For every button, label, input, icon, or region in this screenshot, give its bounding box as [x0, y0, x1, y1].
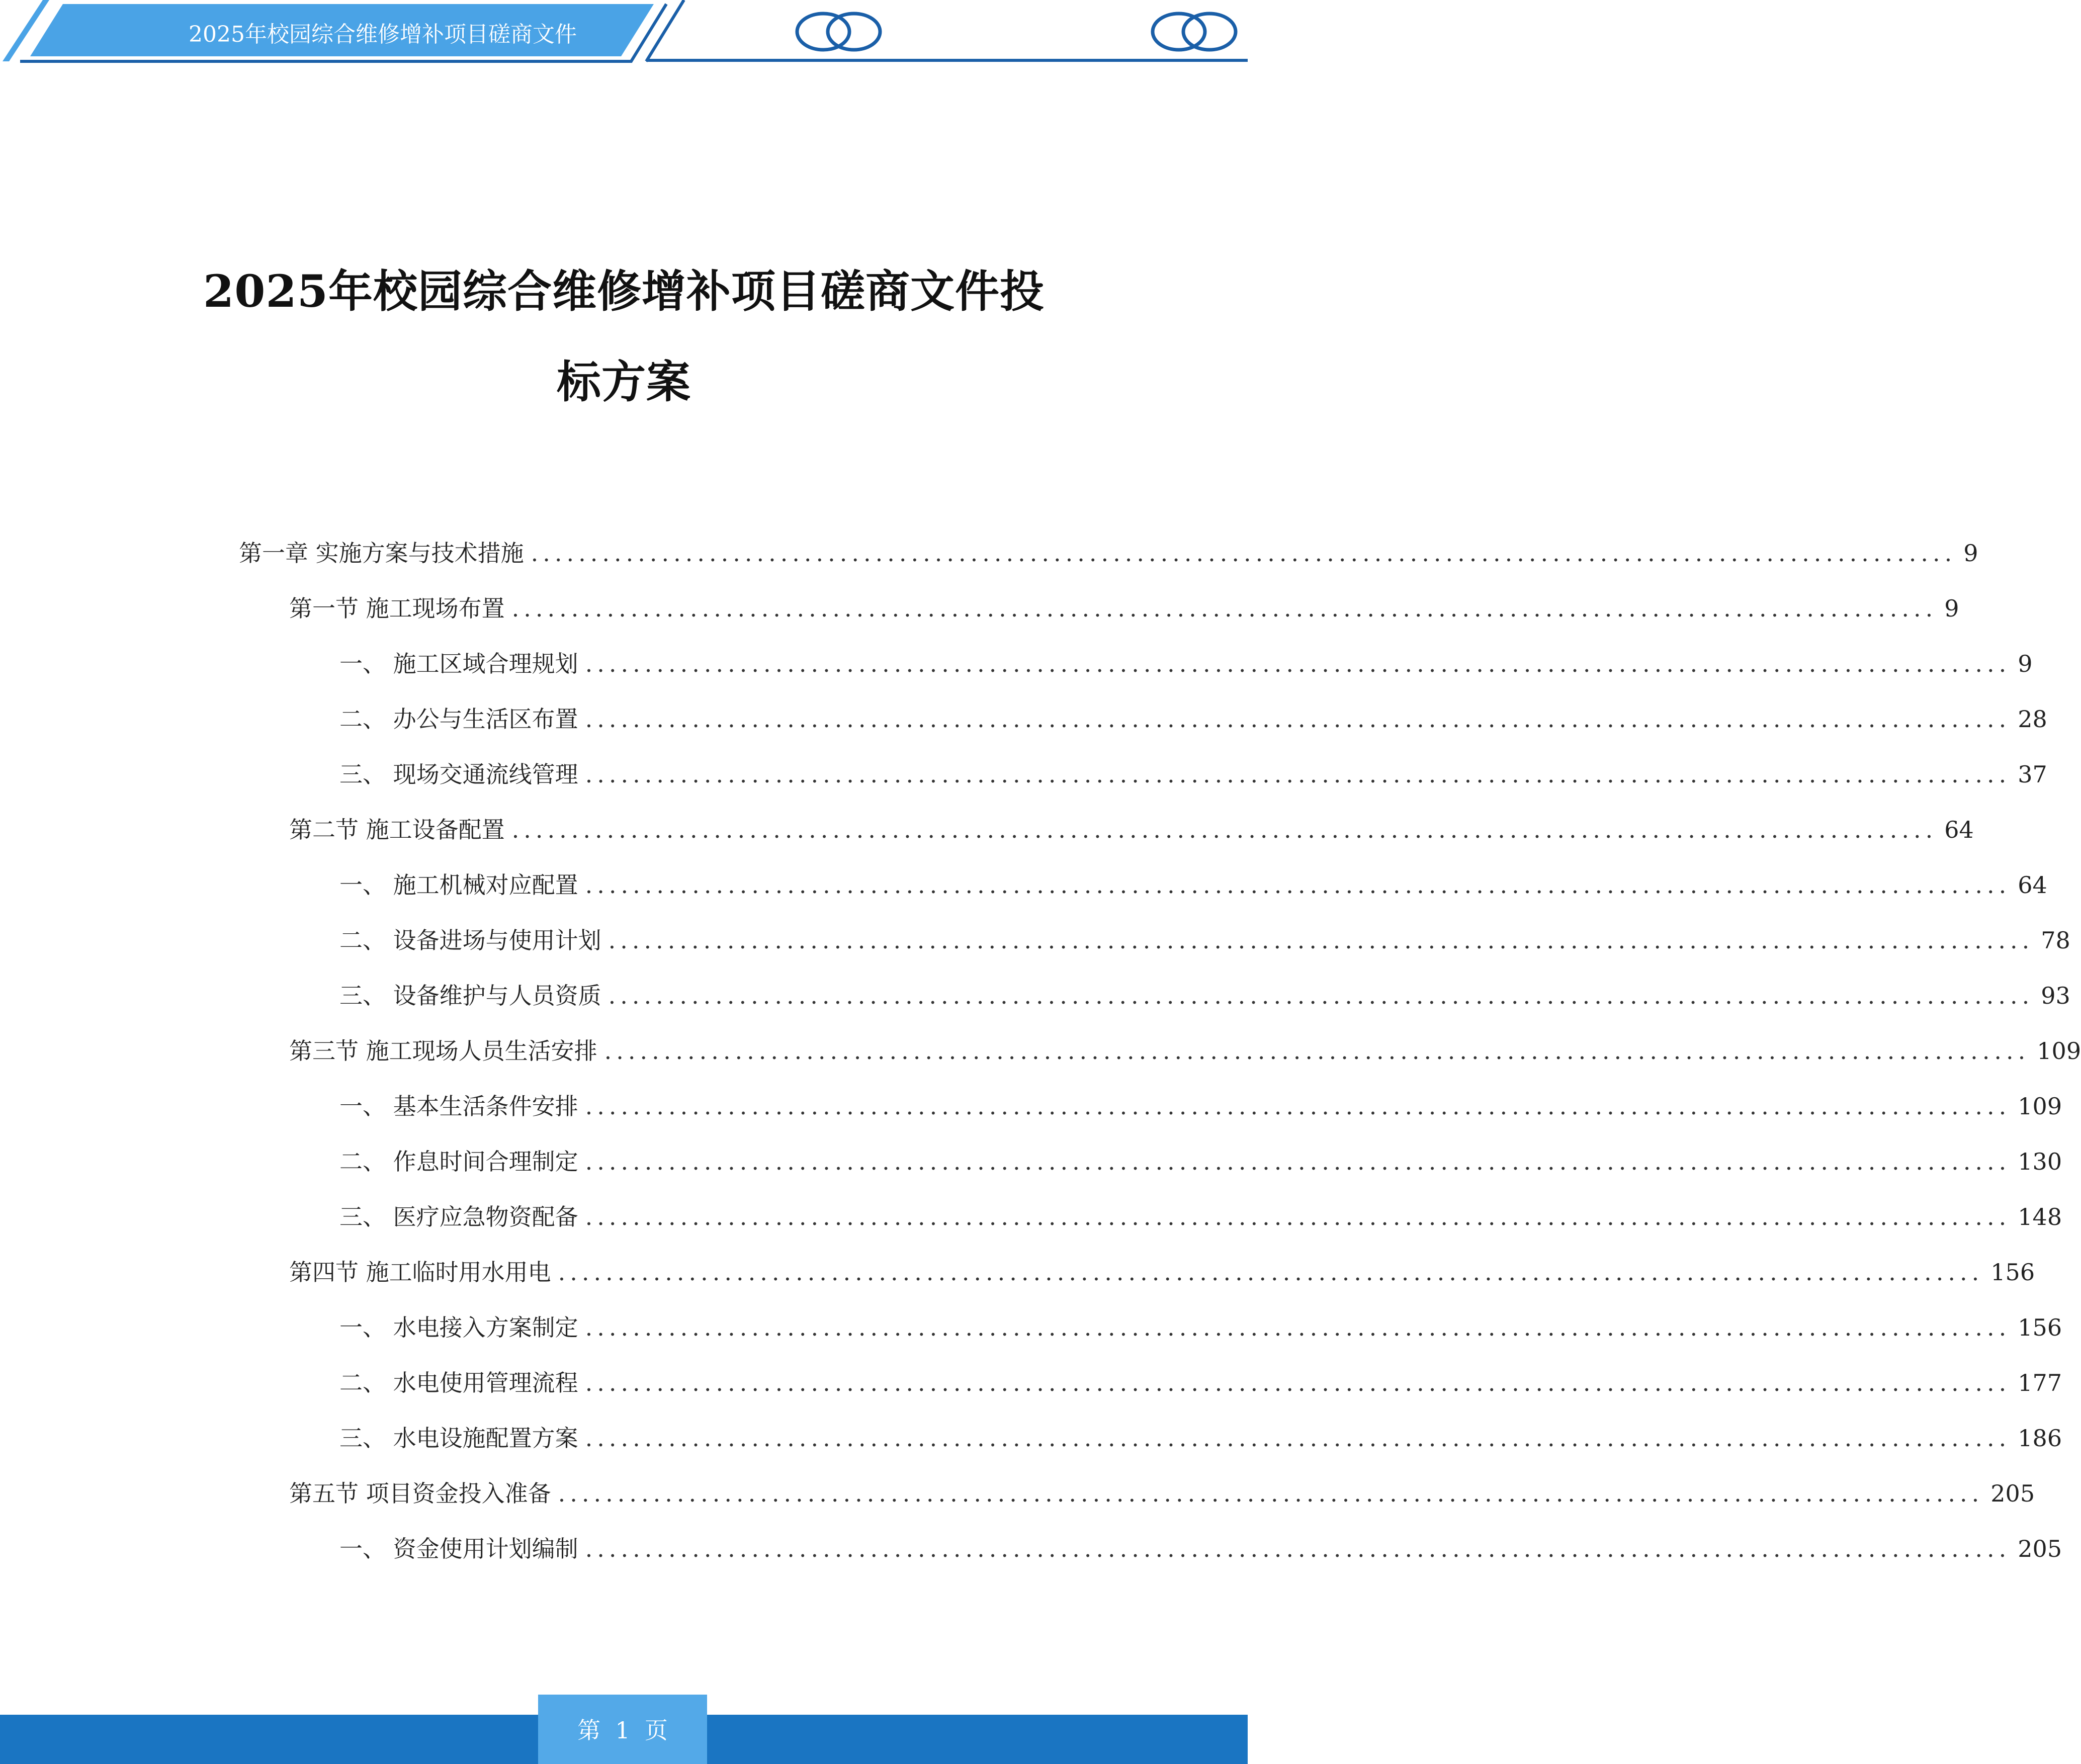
toc-entry-subsection[interactable]	[339, 920, 2070, 960]
rings-logo-icon	[792, 10, 885, 53]
toc-entry-label: 三、 医疗应急物资配备	[339, 1203, 578, 1230]
toc-entry-label: 第三节 施工现场人员生活安排	[289, 1037, 597, 1065]
toc-entry-subsection[interactable]	[339, 1141, 2062, 1182]
header-banner	[0, 0, 1248, 65]
toc-entry-label: 二、 作息时间合理制定	[339, 1148, 578, 1175]
toc-leader-dots: ........................................................................................................................	[585, 761, 2011, 788]
toc-leader-dots: ........................................................................................................................	[585, 1369, 2011, 1396]
toc-entry-page: 148	[2018, 1203, 2062, 1230]
toc-entry-label: 三、 现场交通流线管理	[339, 761, 578, 788]
toc-entry-subsection[interactable]	[339, 1086, 2062, 1126]
toc-entry-section[interactable]	[289, 810, 1974, 850]
toc-entry-section[interactable]	[289, 1031, 2081, 1071]
toc-entry-chapter[interactable]	[239, 533, 1978, 573]
toc-entry-section[interactable]	[289, 588, 1959, 629]
toc-entry-label: 第四节 施工临时用水用电	[289, 1259, 551, 1286]
toc-leader-dots: ........................................................................................................................	[585, 1093, 2011, 1120]
toc-entry-subsection[interactable]	[339, 1418, 2062, 1458]
toc-entry-page: 9	[1963, 540, 1978, 567]
toc-leader-dots: ........................................................................................................................	[585, 1425, 2011, 1452]
toc-leader-dots: ........................................................................................................................	[585, 1314, 2011, 1341]
toc-leader-dots: ........................................................................................................................	[608, 982, 2034, 1009]
toc-entry-page: 130	[2018, 1148, 2062, 1175]
toc-entry-subsection[interactable]	[339, 976, 2070, 1016]
toc-leader-dots: ........................................................................................................................	[585, 871, 2011, 899]
toc-entry-section[interactable]	[289, 1252, 2035, 1292]
toc-leader-dots: ........................................................................................................................	[558, 1480, 1984, 1507]
toc-entry-subsection[interactable]	[339, 699, 2047, 739]
toc-entry-label: 第五节 项目资金投入准备	[289, 1480, 551, 1507]
toc-entry-page: 156	[1990, 1259, 2035, 1286]
toc-entry-page: 64	[1944, 816, 1974, 843]
toc-leader-dots: ........................................................................................................................	[585, 705, 2011, 733]
toc-entry-section[interactable]	[289, 1473, 2035, 1514]
toc-entry-page: 186	[2018, 1425, 2062, 1452]
toc-entry-page: 156	[2018, 1314, 2062, 1341]
toc-entry-page: 109	[2018, 1093, 2062, 1120]
toc-entry-page: 28	[2018, 705, 2047, 733]
toc-entry-subsection[interactable]	[339, 1529, 2062, 1569]
toc-entry-label: 三、 设备维护与人员资质	[339, 982, 601, 1009]
toc-leader-dots: ........................................................................................................................	[511, 595, 1938, 622]
toc-leader-dots: ........................................................................................................................	[608, 927, 2034, 954]
toc-entry-label: 三、 水电设施配置方案	[339, 1425, 578, 1452]
toc-entry-label: 第一章 实施方案与技术措施	[239, 540, 524, 567]
toc-entry-page: 78	[2041, 927, 2070, 954]
document-title-line-2: 标方案	[556, 356, 691, 408]
toc-entry-subsection[interactable]	[339, 1363, 2062, 1403]
toc-entry-page: 205	[1990, 1480, 2035, 1507]
toc-entry-page: 177	[2018, 1369, 2062, 1396]
toc-entry-label: 一、 施工区域合理规划	[339, 650, 578, 677]
toc-entry-subsection[interactable]	[339, 754, 2047, 795]
toc-entry-page: 9	[2018, 650, 2033, 677]
rings-logo-icon-right	[1148, 10, 1241, 53]
toc-entry-label: 一、 基本生活条件安排	[339, 1093, 578, 1120]
toc-entry-label: 第一节 施工现场布置	[289, 595, 505, 622]
toc-leader-dots: ........................................................................................................................	[585, 1535, 2011, 1562]
toc-leader-dots: ........................................................................................................................	[585, 650, 2011, 677]
toc-leader-dots: ........................................................................................................................	[558, 1259, 1984, 1286]
toc-entry-subsection[interactable]	[339, 1197, 2062, 1237]
toc-entry-page: 109	[2037, 1037, 2081, 1065]
toc-entry-label: 二、 设备进场与使用计划	[339, 927, 601, 954]
document-title-line-1: 2025年校园综合维修增补项目磋商文件投	[203, 265, 1045, 317]
toc-entry-label: 第二节 施工设备配置	[289, 816, 505, 843]
toc-entry-page: 37	[2018, 761, 2047, 788]
toc-leader-dots: ........................................................................................................................	[511, 816, 1938, 843]
toc-entry-subsection[interactable]	[339, 1307, 2062, 1348]
toc-entry-label: 一、 水电接入方案制定	[339, 1314, 578, 1341]
toc-leader-dots: ........................................................................................................................	[585, 1203, 2011, 1230]
footer-page-number: 第 1 页	[577, 1717, 668, 1744]
toc-entry-label: 一、 资金使用计划编制	[339, 1535, 578, 1562]
header-title: 2025年校园综合维修增补项目磋商文件	[189, 22, 577, 47]
toc-leader-dots: ........................................................................................................................	[585, 1148, 2011, 1175]
toc-entry-page: 205	[2018, 1535, 2062, 1562]
toc-entry-label: 二、 水电使用管理流程	[339, 1369, 578, 1396]
toc-entry-page: 9	[1944, 595, 1959, 622]
toc-entry-label: 二、 办公与生活区布置	[339, 705, 578, 733]
toc-leader-dots: ........................................................................................................................	[531, 540, 1957, 567]
toc-entry-label: 一、 施工机械对应配置	[339, 871, 578, 899]
toc-entry-page: 64	[2018, 871, 2047, 899]
toc-leader-dots: ........................................................................................................................	[604, 1037, 2030, 1065]
toc-entry-page: 93	[2041, 982, 2070, 1009]
header-decoration	[0, 0, 1248, 65]
toc-entry-subsection[interactable]	[339, 865, 2047, 905]
toc-entry-subsection[interactable]	[339, 644, 2033, 684]
